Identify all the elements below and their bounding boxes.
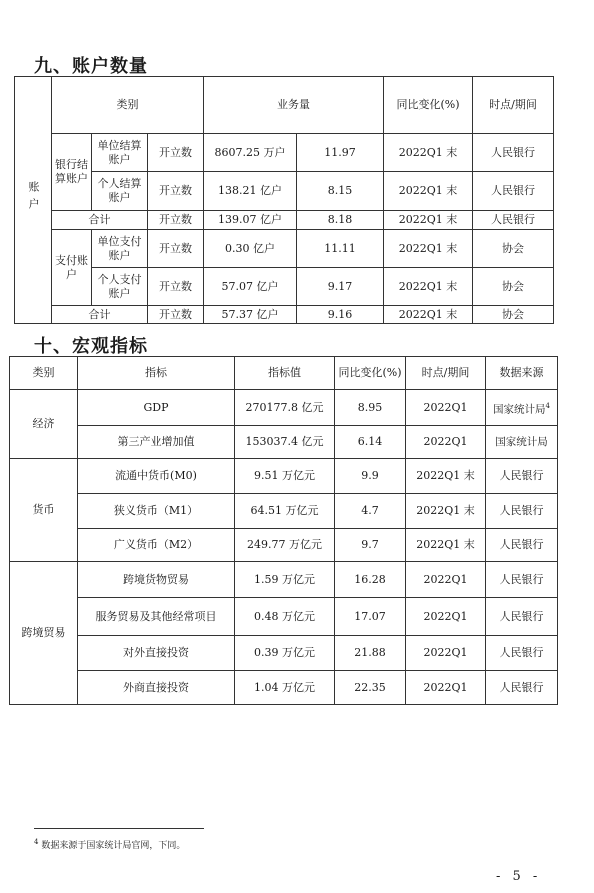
group-economy: 经济 [10, 390, 78, 459]
row-type: 开立数 [148, 306, 204, 324]
footnote-mark: 4 [34, 838, 39, 846]
indicator-source: 人民银行 [486, 562, 558, 598]
row-source: 协会 [473, 230, 554, 268]
indicator-change: 21.88 [335, 636, 406, 671]
row-name: 合计 [52, 211, 148, 230]
row-name: 单位支付账户 [92, 230, 148, 268]
indicator-name: 流通中货币(M0) [78, 459, 235, 494]
row-name: 单位结算账户 [92, 134, 148, 172]
indicator-source: 人民银行 [486, 671, 558, 705]
indicator-value: 9.51 万亿元 [235, 459, 335, 494]
row-value: 0.30 亿户 [204, 230, 297, 268]
indicator-change: 22.35 [335, 671, 406, 705]
section-9-title: 九、账户数量 [34, 56, 148, 77]
indicator-period: 2022Q1 末 [406, 494, 486, 529]
group-currency: 货币 [10, 459, 78, 562]
indicator-source: 国家统计局 [486, 426, 558, 459]
indicator-source: 人民银行 [486, 459, 558, 494]
indicator-name: GDP [78, 390, 235, 426]
row-period: 2022Q1 末 [384, 268, 473, 306]
header-change: 同比变化(%) [335, 357, 406, 390]
header-category: 类别 [52, 77, 204, 134]
indicator-change: 17.07 [335, 598, 406, 636]
indicator-name: 广义货币（M2） [78, 529, 235, 562]
indicator-value: 270177.8 亿元 [235, 390, 335, 426]
row-name: 个人结算账户 [92, 172, 148, 211]
row-change: 11.97 [297, 134, 384, 172]
row-type: 开立数 [148, 268, 204, 306]
row-value: 139.07 亿户 [204, 211, 297, 230]
indicator-period: 2022Q1 [406, 562, 486, 598]
indicator-period: 2022Q1 末 [406, 459, 486, 494]
indicator-value: 249.77 万亿元 [235, 529, 335, 562]
row-change: 8.15 [297, 172, 384, 211]
indicator-source: 人民银行 [486, 494, 558, 529]
source-text: 国家统计局 [493, 403, 546, 416]
bank-account-group: 银行结算账户 [52, 134, 92, 211]
macro-indicators-table [9, 356, 558, 705]
indicator-period: 2022Q1 [406, 636, 486, 671]
account-group-label: 账户 [27, 181, 40, 215]
indicator-name: 狭义货币（M1） [78, 494, 235, 529]
account-group-cell [15, 77, 52, 324]
indicator-source: 人民银行 [486, 636, 558, 671]
indicator-source [486, 390, 558, 426]
row-change: 9.16 [297, 306, 384, 324]
row-period: 2022Q1 末 [384, 211, 473, 230]
row-name: 个人支付账户 [92, 268, 148, 306]
section-10-title: 十、宏观指标 [34, 336, 148, 357]
indicator-value: 64.51 万亿元 [235, 494, 335, 529]
page-number: - 5 - [496, 869, 542, 884]
header-value: 指标值 [235, 357, 335, 390]
row-change: 9.17 [297, 268, 384, 306]
footnote [34, 838, 185, 851]
account-quantity-table [14, 76, 554, 324]
header-volume: 业务量 [204, 77, 384, 134]
row-source: 人民银行 [473, 211, 554, 230]
indicator-name: 第三产业增加值 [78, 426, 235, 459]
header-period: 时点/期间 [473, 77, 554, 134]
row-source: 协会 [473, 268, 554, 306]
payment-account-group: 支付账户 [52, 230, 92, 306]
indicator-value: 0.48 万亿元 [235, 598, 335, 636]
header-change: 同比变化(%) [384, 77, 473, 134]
header-period: 时点/期间 [406, 357, 486, 390]
header-category: 类别 [10, 357, 78, 390]
row-change: 11.11 [297, 230, 384, 268]
row-type: 开立数 [148, 172, 204, 211]
indicator-period: 2022Q1 [406, 598, 486, 636]
footnote-separator [34, 828, 204, 829]
row-value: 57.07 亿户 [204, 268, 297, 306]
header-indicator: 指标 [78, 357, 235, 390]
indicator-period: 2022Q1 [406, 671, 486, 705]
indicator-change: 8.95 [335, 390, 406, 426]
footnote-ref: 4 [545, 401, 550, 410]
indicator-name: 跨境货物贸易 [78, 562, 235, 598]
indicator-value: 153037.4 亿元 [235, 426, 335, 459]
row-change: 8.18 [297, 211, 384, 230]
indicator-name: 外商直接投资 [78, 671, 235, 705]
indicator-source: 人民银行 [486, 529, 558, 562]
indicator-change: 9.9 [335, 459, 406, 494]
row-type: 开立数 [148, 230, 204, 268]
indicator-period: 2022Q1 [406, 390, 486, 426]
indicator-source: 人民银行 [486, 598, 558, 636]
row-period: 2022Q1 末 [384, 134, 473, 172]
row-value: 57.37 亿户 [204, 306, 297, 324]
row-type: 开立数 [148, 211, 204, 230]
row-value: 8607.25 万户 [204, 134, 297, 172]
row-type: 开立数 [148, 134, 204, 172]
row-value: 138.21 亿户 [204, 172, 297, 211]
indicator-period: 2022Q1 末 [406, 529, 486, 562]
indicator-period: 2022Q1 [406, 426, 486, 459]
row-period: 2022Q1 末 [384, 306, 473, 324]
row-source: 人民银行 [473, 172, 554, 211]
row-period: 2022Q1 末 [384, 172, 473, 211]
indicator-value: 0.39 万亿元 [235, 636, 335, 671]
indicator-change: 16.28 [335, 562, 406, 598]
row-period: 2022Q1 末 [384, 230, 473, 268]
indicator-value: 1.59 万亿元 [235, 562, 335, 598]
indicator-name: 服务贸易及其他经常项目 [78, 598, 235, 636]
group-cross-border-trade: 跨境贸易 [10, 562, 78, 705]
row-source: 人民银行 [473, 134, 554, 172]
indicator-value: 1.04 万亿元 [235, 671, 335, 705]
header-source: 数据来源 [486, 357, 558, 390]
indicator-name: 对外直接投资 [78, 636, 235, 671]
row-source: 协会 [473, 306, 554, 324]
indicator-change: 6.14 [335, 426, 406, 459]
indicator-change: 4.7 [335, 494, 406, 529]
footnote-text: 数据来源于国家统计局官网，下同。 [41, 841, 186, 851]
row-name: 合计 [52, 306, 148, 324]
indicator-change: 9.7 [335, 529, 406, 562]
